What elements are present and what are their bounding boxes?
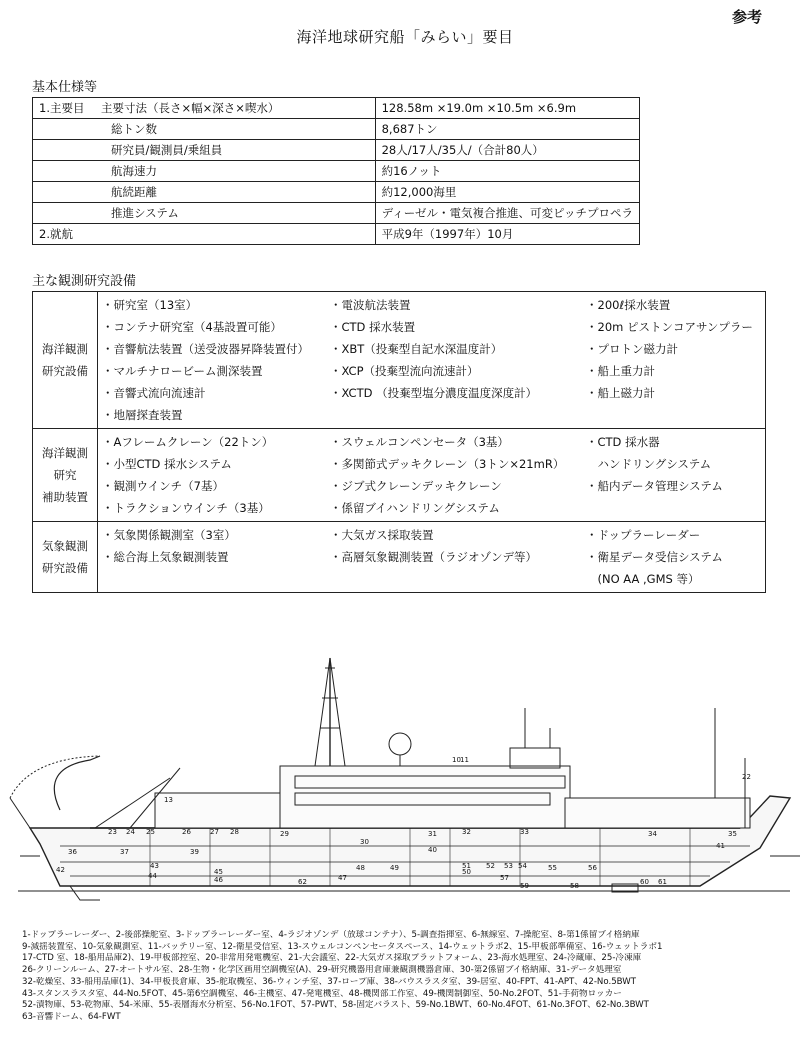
equipment-item: ・多関節式デッキクレーン（3トン×21mR） bbox=[330, 457, 565, 471]
legend-line: 52-漬物庫、53-乾物庫、54-米庫、55-表層海水分析室、56-No.1FOT、57-PWT、58-固定バラスト、59-No.1BWT、60-No.4FOT、61-No.3FOT、62-No.3BWT bbox=[22, 1000, 649, 1011]
spec-value: 約12,000海里 bbox=[375, 182, 639, 203]
equipment-group-header-line: 気象観測 bbox=[42, 539, 88, 553]
equipment-item: ・衛星データ受信システム bbox=[586, 550, 723, 564]
equipment-item bbox=[586, 404, 756, 426]
equipment-item: ・気象関係観測室（3室） bbox=[102, 528, 236, 542]
equipment-group bbox=[33, 522, 766, 593]
legend-line: 26-クリーンルーム、27-オートサル室、28-生物・化学区画用空調機室(A)、29-研究機器用倉庫兼観測機器倉庫、30-第2係留ブイ格納庫、31-データ処理室 bbox=[22, 965, 622, 976]
equipment-group-header-line: 海洋観測 bbox=[42, 342, 88, 356]
ship-compartment-number: 10 bbox=[452, 756, 461, 764]
ship-compartment-number: 41 bbox=[716, 842, 725, 850]
ship-compartment-number: 23 bbox=[108, 828, 117, 836]
equipment-item: ・小型CTD 採水システム bbox=[102, 457, 232, 471]
ship-compartment-number: 53 bbox=[504, 862, 513, 870]
ship-compartment-number: 32 bbox=[462, 828, 471, 836]
ship-compartment-number: 51 bbox=[462, 862, 471, 870]
equipment-group-header-line: 補助装置 bbox=[42, 490, 88, 504]
equipment-item: (NO AA ,GMS 等） bbox=[586, 572, 700, 586]
equipment-items-cell bbox=[98, 429, 766, 522]
spec-value: ディーゼル・電気複合推進、可変ピッチプロペラ bbox=[375, 203, 639, 224]
equipment-table bbox=[32, 291, 766, 593]
equipment-item: ・電波航法装置 bbox=[330, 298, 411, 312]
legend bbox=[22, 930, 810, 1024]
ship-compartment-number: 61 bbox=[658, 878, 667, 886]
equipment-group-header bbox=[33, 522, 98, 593]
equipment-group-header-line: 海洋観測 bbox=[42, 446, 88, 460]
spec-table bbox=[32, 97, 640, 245]
equipment-item: ・Aフレームクレーン（22トン） bbox=[102, 435, 274, 449]
equipment-item bbox=[586, 497, 756, 519]
ship-compartment-number: 60 bbox=[640, 878, 649, 886]
legend-line: 9-減揺装置室、10-気象観測室、11-バッテリー室、12-衛星受信室、13-スウェルコンペンセータスペース、14-ウェットラボ2、15-甲板部準備室、16-ウェットラボ1 bbox=[22, 941, 663, 952]
spec-heading: 基本仕様等 bbox=[32, 80, 98, 95]
equipment-group bbox=[33, 429, 766, 522]
equipment-item: ・CTD 採水器 bbox=[586, 435, 660, 449]
ship-compartment-number: 33 bbox=[520, 828, 529, 836]
equipment-group bbox=[33, 292, 766, 429]
ship-compartment-number: 47 bbox=[338, 874, 347, 882]
ship-compartment-number: 59 bbox=[520, 882, 529, 890]
equipment-item: ・20m ピストンコアサンプラー bbox=[586, 320, 753, 334]
spec-label: 研究員/観測員/乗組員 bbox=[111, 143, 223, 157]
equipment-item: ・高層気象観測装置（ラジオゾンデ等） bbox=[330, 550, 537, 564]
ship-compartment-number: 44 bbox=[148, 872, 157, 880]
ship-compartment-number: 22 bbox=[742, 773, 751, 781]
equipment-item: ・船上磁力計 bbox=[586, 386, 655, 400]
equipment-item: ・XBT（投棄型自記水深温度計） bbox=[330, 342, 503, 356]
spec-label: 推進システム bbox=[111, 206, 179, 220]
equipment-heading: 主な観測研究設備 bbox=[32, 274, 137, 289]
spec-label: 航続距離 bbox=[111, 185, 157, 199]
spec-label-cell bbox=[33, 161, 376, 182]
equipment-item: ・音響航法装置（送受波器昇降装置付） bbox=[102, 342, 309, 356]
equipment-item: ・XCTD （投棄型塩分濃度温度深度計） bbox=[330, 386, 538, 400]
equipment-item: ・トラクションウインチ（3基） bbox=[102, 501, 270, 515]
ship-compartment-number: 54 bbox=[518, 862, 527, 870]
equipment-item: ・大気ガス採取装置 bbox=[330, 528, 434, 542]
ship-compartment-number: 31 bbox=[428, 830, 437, 838]
equipment-item: ・船上重力計 bbox=[586, 364, 655, 378]
equipment-item: ・CTD 採水装置 bbox=[330, 320, 416, 334]
ship-compartment-number: 58 bbox=[570, 882, 579, 890]
ship-compartment-number: 40 bbox=[428, 846, 437, 854]
spec-item: 2.就航 bbox=[39, 227, 73, 241]
equipment-item: ・ジブ式クレーンデッキクレーン bbox=[330, 479, 502, 493]
ship-compartment-number: 29 bbox=[280, 830, 289, 838]
spec-label-cell bbox=[33, 224, 376, 245]
ship-compartment-number: 13 bbox=[164, 796, 173, 804]
equipment-item: ・総合海上気象観測装置 bbox=[102, 550, 229, 564]
spec-label-cell bbox=[33, 182, 376, 203]
equipment-item: ・スウェルコンペンセータ（3基） bbox=[330, 435, 509, 449]
ship-compartment-number: 56 bbox=[588, 864, 597, 872]
ship-compartment-number: 26 bbox=[182, 828, 191, 836]
equipment-item bbox=[330, 404, 586, 426]
equipment-group-header-line: 研究 bbox=[53, 468, 77, 482]
ship-compartment-number: 55 bbox=[548, 864, 557, 872]
ship-compartment-number: 57 bbox=[500, 874, 509, 882]
ship-compartment-number: 42 bbox=[56, 866, 65, 874]
spec-label: 主要寸法（長さ×幅×深さ×喫水） bbox=[101, 101, 280, 115]
ship-compartment-number: 48 bbox=[356, 864, 365, 872]
ship-compartment-number: 39 bbox=[190, 848, 199, 856]
spec-label-cell bbox=[33, 119, 376, 140]
spec-label-cell bbox=[33, 203, 376, 224]
equipment-group-header bbox=[33, 292, 98, 429]
legend-line: 17-CTD 室、18-船用品庫2)、19-甲板部控室、20-非常用発電機室、21-大会議室、22-大気ガス採取プラットフォーム、23-海水処理室、24-冷蔵庫、25-冷凍庫 bbox=[22, 953, 642, 964]
page-title: 海洋地球研究船「みらい」要目 bbox=[296, 28, 514, 46]
ship-compartment-number: 52 bbox=[486, 862, 495, 870]
ship-compartment-number: 35 bbox=[728, 830, 737, 838]
spec-row bbox=[33, 119, 640, 140]
equipment-items-cell bbox=[98, 292, 766, 429]
spec-value: 8,687トン bbox=[375, 119, 639, 140]
legend-line: 43-スタンスラスタ室、44-No.5FOT、45-第6空調機室、46-主機室、47-発電機室、48-機関部工作室、49-機関制御室、50-No.2FOT、51-手荷物ロッカー bbox=[22, 988, 622, 999]
equipment-item: ・係留ブイハンドリングシステム bbox=[330, 501, 500, 515]
equipment-item bbox=[330, 568, 586, 590]
reference-label: 参考 bbox=[732, 8, 763, 26]
ship-compartment-number: 46 bbox=[214, 876, 223, 884]
ship-compartment-number: 25 bbox=[146, 828, 155, 836]
spec-item: 1.主要目 bbox=[39, 101, 85, 115]
spec-label-cell bbox=[33, 98, 376, 119]
ship-compartment-number: 24 bbox=[126, 828, 135, 836]
equipment-item: ・観測ウインチ（7基） bbox=[102, 479, 224, 493]
equipment-item: ・音響式流向流速計 bbox=[102, 386, 206, 400]
spec-value: 平成9年（1997年）10月 bbox=[375, 224, 639, 245]
spec-row bbox=[33, 203, 640, 224]
equipment-item: ・地層探査装置 bbox=[102, 408, 183, 422]
equipment-item: ・ドップラーレーダー bbox=[586, 528, 701, 542]
spec-label-cell bbox=[33, 140, 376, 161]
ship-compartment-number: 50 bbox=[462, 868, 471, 876]
spec-row bbox=[33, 161, 640, 182]
equipment-group-header bbox=[33, 429, 98, 522]
ship-compartment-number: 36 bbox=[68, 848, 77, 856]
ship-compartment-number: 11 bbox=[460, 756, 469, 764]
legend-line: 1-ドップラーレーダー、2-後部操舵室、3-ドップラーレーダー室、4-ラジオゾンデ（放球コンテナ）、5-調査指揮室、6-無線室、7-操舵室、8-第1係留ブイ格納庫 bbox=[22, 930, 640, 940]
equipment-item: ・コンテナ研究室（4基設置可能） bbox=[102, 320, 282, 334]
ship-compartment-number: 37 bbox=[120, 848, 129, 856]
spec-value: 28人/17人/35人/（合計80人） bbox=[375, 140, 639, 161]
spec-row bbox=[33, 224, 640, 245]
equipment-group-header-line: 研究設備 bbox=[42, 364, 88, 378]
spec-row bbox=[33, 182, 640, 203]
ship-compartment-number: 62 bbox=[298, 878, 307, 886]
equipment-item: ・プロトン磁力計 bbox=[586, 342, 678, 356]
legend-line: 63-音響ドーム、64-FWT bbox=[22, 1011, 121, 1022]
spec-row bbox=[33, 98, 640, 119]
equipment-group-header-line: 研究設備 bbox=[42, 561, 88, 575]
ship-profile-diagram bbox=[0, 648, 810, 928]
ship-compartment-number: 34 bbox=[648, 830, 657, 838]
legend-line: 32-乾燥室、33-船用品庫(1)、34-甲板長倉庫、35-舵取機室、36-ウィンチ室、37-ロープ庫、38-バウスラスタ室、39-居室、40-FPT、41-APT、42-No.5BWT bbox=[22, 976, 636, 987]
spec-row bbox=[33, 140, 640, 161]
spec-value: 128.58m ×19.0m ×10.5m ×6.9m bbox=[375, 98, 639, 119]
equipment-item bbox=[102, 568, 330, 590]
equipment-item: ・船内データ管理システム bbox=[586, 479, 723, 493]
equipment-item: ハンドリングシステム bbox=[586, 457, 712, 471]
spec-label: 総トン数 bbox=[111, 122, 157, 136]
ship-compartment-number: 30 bbox=[360, 838, 369, 846]
equipment-item: ・200ℓ採水装置 bbox=[586, 298, 671, 312]
ship-compartment-number: 27 bbox=[210, 828, 219, 836]
equipment-item: ・研究室（13室） bbox=[102, 298, 198, 312]
equipment-item: ・マルチナロービーム測深装置 bbox=[102, 364, 263, 378]
ship-compartment-number: 45 bbox=[214, 868, 223, 876]
equipment-items-cell bbox=[98, 522, 766, 593]
ship-compartment-number: 43 bbox=[150, 862, 159, 870]
spec-value: 約16ノット bbox=[375, 161, 639, 182]
ship-compartment-number: 49 bbox=[390, 864, 399, 872]
equipment-item: ・XCP（投棄型流向流速計） bbox=[330, 364, 479, 378]
ship-compartment-number: 28 bbox=[230, 828, 239, 836]
spec-label: 航海速力 bbox=[111, 164, 157, 178]
